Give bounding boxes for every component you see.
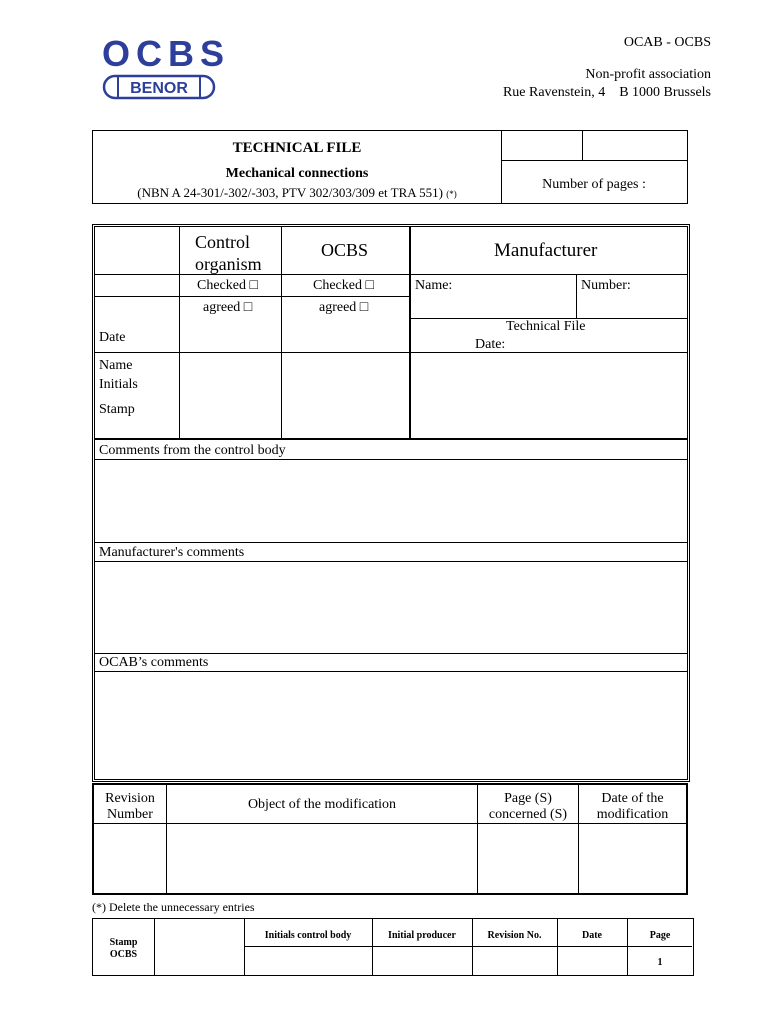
technical-file-label: Technical File: [506, 319, 586, 334]
row-date-label: Date: [99, 330, 126, 345]
logo-main-text: OCBS: [102, 36, 224, 74]
document-title: TECHNICAL FILE: [232, 140, 362, 156]
page-concerned-header: Page (S) concerned (S): [488, 791, 568, 822]
manufacturer-header: Manufacturer: [494, 240, 598, 261]
manufacturer-comments-area[interactable]: [96, 563, 686, 652]
control-organism-header: Control organism: [195, 232, 262, 274]
row-stamp-label: Stamp: [99, 402, 135, 417]
review-form: [92, 224, 690, 782]
page-number: 1: [657, 957, 663, 968]
bottom-stamp-table: [92, 918, 694, 976]
ocbs-checked-checkbox[interactable]: Checked □: [313, 278, 374, 293]
revision-no-header: Revision No.: [487, 930, 542, 941]
manufacturer-comments-label: Manufacturer's comments: [99, 545, 245, 560]
control-agreed-checkbox[interactable]: agreed □: [203, 300, 253, 315]
standards-note: (*): [446, 189, 457, 199]
document-subtitle: Mechanical connections: [225, 166, 369, 181]
ocbs-agreed-checkbox[interactable]: agreed □: [319, 300, 369, 315]
revision-table: [92, 783, 688, 895]
row-name-label: Name: [99, 358, 133, 373]
pages-cell-b[interactable]: [583, 131, 687, 161]
org-address: Rue Ravenstein, 4 B 1000 Brussels: [502, 85, 711, 100]
revision-number-header: Revision Number: [105, 791, 155, 822]
manufacturer-number-label: Number:: [581, 278, 631, 293]
page-header: Page: [649, 930, 671, 941]
initial-producer-header: Initial producer: [388, 930, 456, 941]
footnote: (*) Delete the unnecessary entries: [92, 900, 255, 914]
ocbs-header: OCBS: [321, 240, 369, 260]
date-header: Date: [582, 930, 602, 941]
technical-file-date-label: Date:: [475, 337, 506, 352]
modification-date-header: Date of the modification: [596, 791, 669, 822]
control-comments-area[interactable]: [96, 461, 686, 541]
object-header: Object of the modification: [247, 797, 397, 812]
logo-sub-text: BENOR: [130, 80, 188, 97]
ocab-comments-area[interactable]: [96, 673, 686, 777]
ocbs-benor-logo: [100, 36, 228, 104]
title-box: [92, 130, 688, 204]
control-checked-checkbox[interactable]: Checked □: [197, 278, 258, 293]
standards-reference: [93, 185, 501, 201]
row-initials-label: Initials: [99, 377, 138, 392]
org-short-name: OCAB - OCBS: [623, 35, 711, 50]
org-type: Non-profit association: [585, 67, 711, 82]
control-comments-label: Comments from the control body: [99, 443, 286, 458]
stamp-ocbs-label: Stamp OCBS: [109, 937, 138, 960]
pages-label: Number of pages :: [542, 177, 646, 192]
ocab-comments-label: OCAB’s comments: [99, 655, 209, 670]
initials-control-header: Initials control body: [264, 930, 352, 941]
standards-text: (NBN A 24-301/-302/-303, PTV 302/303/309 et TRA 551): [137, 185, 443, 200]
pages-cell-a[interactable]: [501, 131, 583, 161]
manufacturer-name-label: Name:: [415, 278, 453, 293]
